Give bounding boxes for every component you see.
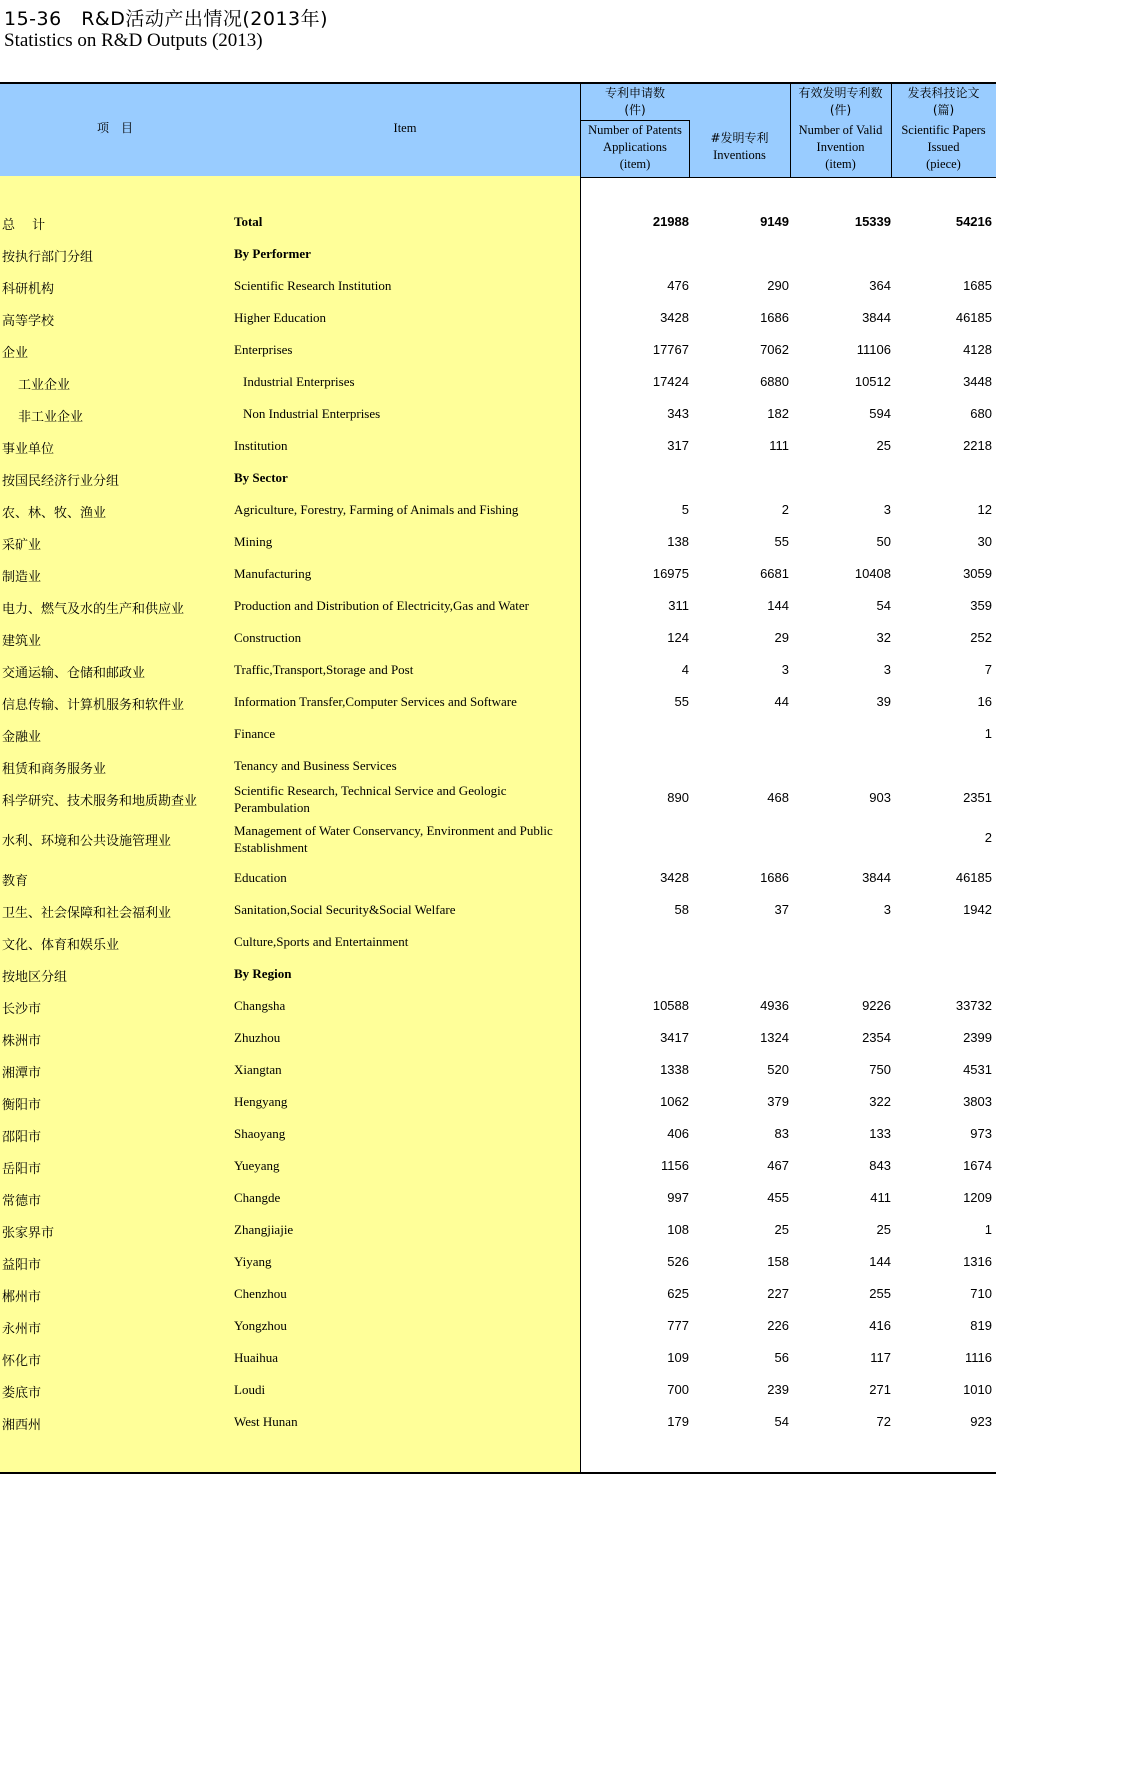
row-label-en: Yiyang xyxy=(234,1254,272,1269)
table-row xyxy=(0,758,996,778)
cell-value-inventions: 520 xyxy=(767,1062,789,1077)
table-bottom-rule xyxy=(0,1472,996,1474)
row-label-en: Zhuzhou xyxy=(234,1030,281,1045)
row-label-cn: 电力、燃气及水的生产和供应业 xyxy=(2,602,185,617)
cell-value-inventions: 6681 xyxy=(760,566,789,581)
table-row xyxy=(0,1254,996,1274)
cell-value-patents: 138 xyxy=(667,534,689,549)
row-label-cn: 工业企业 xyxy=(18,378,71,393)
cell-value-patents: 3428 xyxy=(660,310,689,325)
row-label-en: Hengyang xyxy=(234,1094,288,1109)
page-title-en: Statistics on R&D Outputs (2013) xyxy=(4,30,263,51)
cell-value-inventions: 2 xyxy=(781,502,789,517)
table-row xyxy=(0,214,996,234)
row-label-en: Chenzhou xyxy=(234,1286,287,1301)
row-label-cn: 衡阳市 xyxy=(2,1098,42,1113)
cell-value-papers: 1942 xyxy=(963,902,992,917)
cell-value-patents: 700 xyxy=(667,1382,689,1397)
cell-value-papers: 3448 xyxy=(963,374,992,389)
header-papers-cn: 发表科技论文 (篇) xyxy=(907,86,980,117)
row-label-cn: 科研机构 xyxy=(2,282,55,297)
cell-value-patents: 997 xyxy=(667,1190,689,1205)
table-row xyxy=(0,1286,996,1306)
header-item-en: Item xyxy=(393,121,417,135)
cell-value-valid-inventions: 416 xyxy=(869,1318,891,1333)
cell-value-patents: 777 xyxy=(667,1318,689,1333)
row-label-cn: 长沙市 xyxy=(2,1002,42,1017)
cell-value-papers: 1316 xyxy=(963,1254,992,1269)
row-label-cn: 农、林、牧、渔业 xyxy=(2,506,107,521)
cell-value-inventions: 1324 xyxy=(760,1030,789,1045)
cell-value-papers: 2218 xyxy=(963,438,992,453)
row-label-cn: 按地区分组 xyxy=(2,970,68,985)
cell-value-patents: 108 xyxy=(667,1222,689,1237)
table-row xyxy=(0,934,996,954)
cell-value-patents: 343 xyxy=(667,406,689,421)
cell-value-papers: 710 xyxy=(970,1286,992,1301)
row-label-en: Xiangtan xyxy=(234,1062,282,1077)
table-row xyxy=(0,1126,996,1146)
row-label-en: Scientific Research Institution xyxy=(234,278,392,293)
row-label-cn: 高等学校 xyxy=(2,314,55,329)
row-label-cn: 采矿业 xyxy=(2,538,42,553)
row-label-en: Changde xyxy=(234,1190,281,1205)
cell-value-valid-inventions: 411 xyxy=(870,1190,891,1205)
header-patents-cn: 专利申请数 (件) xyxy=(604,86,665,117)
row-label-cn: 邵阳市 xyxy=(2,1130,42,1145)
row-label-en: Construction xyxy=(234,630,302,645)
row-label-en: Finance xyxy=(234,726,276,741)
row-label-en: Huaihua xyxy=(234,1350,279,1365)
table-row xyxy=(0,1414,996,1434)
row-label-cn: 非工业企业 xyxy=(18,410,84,425)
cell-value-papers: 1116 xyxy=(965,1350,992,1365)
cell-value-inventions: 37 xyxy=(774,902,789,917)
cell-value-inventions: 227 xyxy=(767,1286,789,1301)
cell-value-patents: 109 xyxy=(667,1350,689,1365)
table-row xyxy=(0,902,996,922)
table-row xyxy=(0,246,996,266)
cell-value-inventions: 111 xyxy=(769,438,789,453)
cell-value-patents: 526 xyxy=(667,1254,689,1269)
cell-value-inventions: 4936 xyxy=(760,998,789,1013)
cell-value-patents: 1062 xyxy=(660,1094,689,1109)
row-label-en: Zhangjiajie xyxy=(234,1222,294,1237)
row-label-cn: 科学研究、技术服务和地质勘查业 xyxy=(2,794,198,809)
cell-value-inventions: 29 xyxy=(774,630,789,645)
row-label-cn: 永州市 xyxy=(2,1322,42,1337)
cell-value-valid-inventions: 594 xyxy=(869,406,891,421)
row-label-cn: 建筑业 xyxy=(2,634,42,649)
cell-value-valid-inventions: 271 xyxy=(869,1382,891,1397)
row-label-cn: 文化、体育和娱乐业 xyxy=(2,938,120,953)
row-label-en: By Region xyxy=(234,966,292,981)
table-row xyxy=(0,966,996,986)
cell-value-inventions: 1686 xyxy=(760,310,789,325)
table-row xyxy=(0,342,996,362)
cell-value-inventions: 9149 xyxy=(760,214,789,229)
row-label-cn: 郴州市 xyxy=(2,1290,42,1305)
row-label-en: West Hunan xyxy=(234,1414,298,1429)
cell-value-patents: 476 xyxy=(667,278,689,293)
row-label-cn: 株洲市 xyxy=(2,1034,42,1049)
row-label-cn: 岳阳市 xyxy=(2,1162,42,1177)
cell-value-valid-inventions: 11106 xyxy=(856,342,891,357)
row-label-en: Yueyang xyxy=(234,1158,280,1173)
cell-value-valid-inventions: 9226 xyxy=(862,998,891,1013)
row-label-cn: 信息传输、计算机服务和软件业 xyxy=(2,698,185,713)
cell-value-papers: 680 xyxy=(970,406,992,421)
cell-value-papers: 2351 xyxy=(963,790,992,805)
cell-value-papers: 1 xyxy=(984,1222,992,1237)
table-row xyxy=(0,1062,996,1082)
table-row xyxy=(0,1382,996,1402)
cell-value-valid-inventions: 39 xyxy=(876,694,891,709)
row-label-en: Manufacturing xyxy=(234,566,312,581)
cell-value-patents: 21988 xyxy=(652,214,689,229)
cell-value-valid-inventions: 322 xyxy=(869,1094,891,1109)
table-row xyxy=(0,870,996,890)
cell-value-patents: 124 xyxy=(667,630,689,645)
cell-value-papers: 54216 xyxy=(955,214,992,229)
cell-value-valid-inventions: 255 xyxy=(869,1286,891,1301)
cell-value-valid-inventions: 25 xyxy=(876,1222,891,1237)
table-row xyxy=(0,1190,996,1210)
table-row xyxy=(0,998,996,1018)
cell-value-patents: 3428 xyxy=(660,870,689,885)
cell-value-inventions: 25 xyxy=(774,1222,789,1237)
cell-value-inventions: 468 xyxy=(767,790,789,805)
table-row xyxy=(0,470,996,490)
table-row xyxy=(0,502,996,522)
cell-value-patents: 406 xyxy=(667,1126,689,1141)
page-title-cn: 15-36 R&D活动产出情况(2013年) xyxy=(4,8,329,30)
cell-value-valid-inventions: 117 xyxy=(870,1350,891,1365)
cell-value-valid-inventions: 72 xyxy=(876,1414,891,1429)
cell-value-patents: 317 xyxy=(667,438,689,453)
cell-value-valid-inventions: 10512 xyxy=(854,374,891,389)
table-row xyxy=(0,1094,996,1114)
cell-value-papers: 1209 xyxy=(963,1190,992,1205)
cell-value-inventions: 6880 xyxy=(760,374,789,389)
cell-value-patents: 17767 xyxy=(652,342,689,357)
cell-value-inventions: 55 xyxy=(774,534,789,549)
row-label-en: Education xyxy=(234,870,287,885)
cell-value-patents: 179 xyxy=(667,1414,689,1429)
cell-value-papers: 3803 xyxy=(963,1094,992,1109)
cell-value-valid-inventions: 3 xyxy=(883,502,891,517)
row-label-cn: 教育 xyxy=(2,874,29,889)
table-row xyxy=(0,1222,996,1242)
cell-value-valid-inventions: 25 xyxy=(876,438,891,453)
row-label-cn: 水利、环境和公共设施管理业 xyxy=(2,834,172,849)
table-row xyxy=(0,630,996,650)
cell-value-patents: 311 xyxy=(668,598,689,613)
cell-value-papers: 30 xyxy=(977,534,992,549)
cell-value-patents: 5 xyxy=(681,502,689,517)
header-valid-en: Number of Valid Invention (item) xyxy=(798,123,883,171)
cell-value-patents: 17424 xyxy=(652,374,689,389)
row-label-en: By Performer xyxy=(234,246,311,261)
cell-value-valid-inventions: 3 xyxy=(883,902,891,917)
cell-value-papers: 359 xyxy=(970,598,992,613)
row-label-en: Sanitation,Social Security&Social Welfare xyxy=(234,902,456,917)
row-label-en: Mining xyxy=(234,534,273,549)
cell-value-valid-inventions: 133 xyxy=(869,1126,891,1141)
row-label-en: Information Transfer,Computer Services and Software xyxy=(234,694,517,709)
cell-value-valid-inventions: 50 xyxy=(876,534,891,549)
table-row xyxy=(0,374,996,394)
cell-value-valid-inventions: 3844 xyxy=(862,870,891,885)
row-label-en: Non Industrial Enterprises xyxy=(243,406,381,421)
cell-value-papers: 4531 xyxy=(963,1062,992,1077)
row-label-en: Agriculture, Forestry, Farming of Animals and Fishing xyxy=(234,502,519,517)
row-label-en: Higher Education xyxy=(234,310,327,325)
row-label-en: Shaoyang xyxy=(234,1126,286,1141)
cell-value-patents: 4 xyxy=(681,662,689,677)
table-row xyxy=(0,438,996,458)
cell-value-papers: 1010 xyxy=(963,1382,992,1397)
row-label-cn: 金融业 xyxy=(2,730,42,745)
row-label-en: By Sector xyxy=(234,470,288,485)
cell-value-papers: 2399 xyxy=(963,1030,992,1045)
row-label-en: Enterprises xyxy=(234,342,293,357)
cell-value-patents: 890 xyxy=(667,790,689,805)
cell-value-papers: 46185 xyxy=(955,310,992,325)
cell-value-inventions: 83 xyxy=(774,1126,789,1141)
cell-value-inventions: 54 xyxy=(774,1414,789,1429)
cell-value-papers: 16 xyxy=(977,694,992,709)
row-label-cn: 租赁和商务服务业 xyxy=(2,762,107,777)
cell-value-patents: 3417 xyxy=(660,1030,689,1045)
header-patents-en: Number of Patents Applications (item) xyxy=(588,123,682,171)
cell-value-patents: 625 xyxy=(667,1286,689,1301)
cell-value-valid-inventions: 54 xyxy=(876,598,891,613)
cell-value-patents: 10588 xyxy=(652,998,689,1013)
row-label-en: Changsha xyxy=(234,998,286,1013)
cell-value-inventions: 467 xyxy=(767,1158,789,1173)
cell-value-papers: 12 xyxy=(977,502,992,517)
row-label-en: Yongzhou xyxy=(234,1318,287,1333)
table-row xyxy=(0,1350,996,1370)
cell-value-valid-inventions: 32 xyxy=(876,630,891,645)
cell-value-papers: 252 xyxy=(970,630,992,645)
row-label-cn: 制造业 xyxy=(2,570,42,585)
cell-value-inventions: 144 xyxy=(767,598,789,613)
cell-value-inventions: 239 xyxy=(767,1382,789,1397)
row-label-cn: 按国民经济行业分组 xyxy=(2,474,120,489)
cell-value-inventions: 182 xyxy=(767,406,789,421)
cell-value-inventions: 455 xyxy=(767,1190,789,1205)
column-divider xyxy=(580,176,581,1473)
cell-value-patents: 16975 xyxy=(652,566,689,581)
cell-value-inventions: 379 xyxy=(767,1094,789,1109)
cell-value-valid-inventions: 3844 xyxy=(862,310,891,325)
cell-value-valid-inventions: 10408 xyxy=(854,566,891,581)
table-row xyxy=(0,598,996,618)
cell-value-valid-inventions: 2354 xyxy=(862,1030,891,1045)
cell-value-papers: 2 xyxy=(984,830,992,845)
cell-value-papers: 1 xyxy=(984,726,992,741)
row-label-cn: 怀化市 xyxy=(2,1354,42,1369)
cell-value-valid-inventions: 843 xyxy=(869,1158,891,1173)
table-row xyxy=(0,534,996,554)
cell-value-papers: 46185 xyxy=(955,870,992,885)
row-label-cn: 总 计 xyxy=(2,218,46,233)
cell-value-papers: 923 xyxy=(970,1414,992,1429)
row-label-cn: 益阳市 xyxy=(2,1258,42,1273)
cell-value-patents: 1156 xyxy=(661,1158,689,1173)
cell-value-valid-inventions: 364 xyxy=(869,278,891,293)
table-row xyxy=(0,823,996,855)
row-label-cn: 湘西州 xyxy=(2,1418,42,1433)
row-label-cn: 事业单位 xyxy=(2,442,55,457)
table-header xyxy=(0,82,996,178)
cell-value-valid-inventions: 144 xyxy=(869,1254,891,1269)
row-label-cn: 娄底市 xyxy=(2,1386,42,1401)
cell-value-inventions: 3 xyxy=(781,662,789,677)
row-label-cn: 湘潭市 xyxy=(2,1066,42,1081)
cell-value-patents: 58 xyxy=(674,902,689,917)
row-label-cn: 常德市 xyxy=(2,1194,42,1209)
row-label-cn: 卫生、社会保障和社会福利业 xyxy=(2,906,172,921)
row-label-en: Tenancy and Business Services xyxy=(234,758,397,773)
header-inventions: #发明专利 Inventions xyxy=(710,131,769,162)
table-row xyxy=(0,1318,996,1338)
cell-value-inventions: 158 xyxy=(767,1254,789,1269)
cell-value-inventions: 44 xyxy=(774,694,789,709)
table-row xyxy=(0,278,996,298)
row-label-en: Scientific Research, Technical Service and Geologic Perambulation xyxy=(234,783,507,815)
header-valid-cn: 有效发明专利数 (件) xyxy=(798,86,883,117)
row-label-en: Institution xyxy=(234,438,288,453)
cell-value-inventions: 290 xyxy=(767,278,789,293)
cell-value-inventions: 7062 xyxy=(760,342,789,357)
row-label-en: Management of Water Conservancy, Environment and Public Establishment xyxy=(234,823,553,855)
row-label-cn: 企业 xyxy=(2,346,29,361)
cell-value-valid-inventions: 750 xyxy=(869,1062,891,1077)
row-label-cn: 按执行部门分组 xyxy=(2,250,94,265)
cell-value-valid-inventions: 903 xyxy=(869,790,891,805)
cell-value-valid-inventions: 3 xyxy=(883,662,891,677)
cell-value-patents: 55 xyxy=(674,694,689,709)
row-label-en: Total xyxy=(234,214,263,229)
table-row xyxy=(0,694,996,714)
cell-value-papers: 3059 xyxy=(963,566,992,581)
row-label-en: Traffic,Transport,Storage and Post xyxy=(234,662,414,677)
cell-value-papers: 1674 xyxy=(963,1158,992,1173)
cell-value-inventions: 56 xyxy=(774,1350,789,1365)
row-label-cn: 交通运输、仓储和邮政业 xyxy=(2,666,146,681)
cell-value-inventions: 226 xyxy=(767,1318,789,1333)
cell-value-papers: 33732 xyxy=(955,998,992,1013)
cell-value-papers: 1685 xyxy=(963,278,992,293)
cell-value-patents: 1338 xyxy=(660,1062,689,1077)
table-row xyxy=(0,662,996,682)
row-label-en: Production and Distribution of Electricity,Gas and Water xyxy=(234,598,529,613)
table-row xyxy=(0,406,996,426)
row-label-en: Culture,Sports and Entertainment xyxy=(234,934,409,949)
row-label-en: Industrial Enterprises xyxy=(243,374,355,389)
table-row xyxy=(0,783,996,815)
row-label-cn: 张家界市 xyxy=(2,1226,55,1241)
cell-value-valid-inventions: 15339 xyxy=(854,214,891,229)
cell-value-papers: 4128 xyxy=(963,342,992,357)
cell-value-papers: 973 xyxy=(970,1126,992,1141)
cell-value-papers: 819 xyxy=(970,1318,992,1333)
header-papers-en: Scientific Papers Issued (piece) xyxy=(901,123,986,171)
table-row xyxy=(0,1030,996,1050)
cell-value-inventions: 1686 xyxy=(760,870,789,885)
table-row xyxy=(0,310,996,330)
table-row xyxy=(0,566,996,586)
row-label-en: Loudi xyxy=(234,1382,266,1397)
table-row xyxy=(0,1158,996,1178)
table-row xyxy=(0,726,996,746)
header-item-cn: 项 目 xyxy=(96,121,133,135)
cell-value-papers: 7 xyxy=(984,662,992,677)
